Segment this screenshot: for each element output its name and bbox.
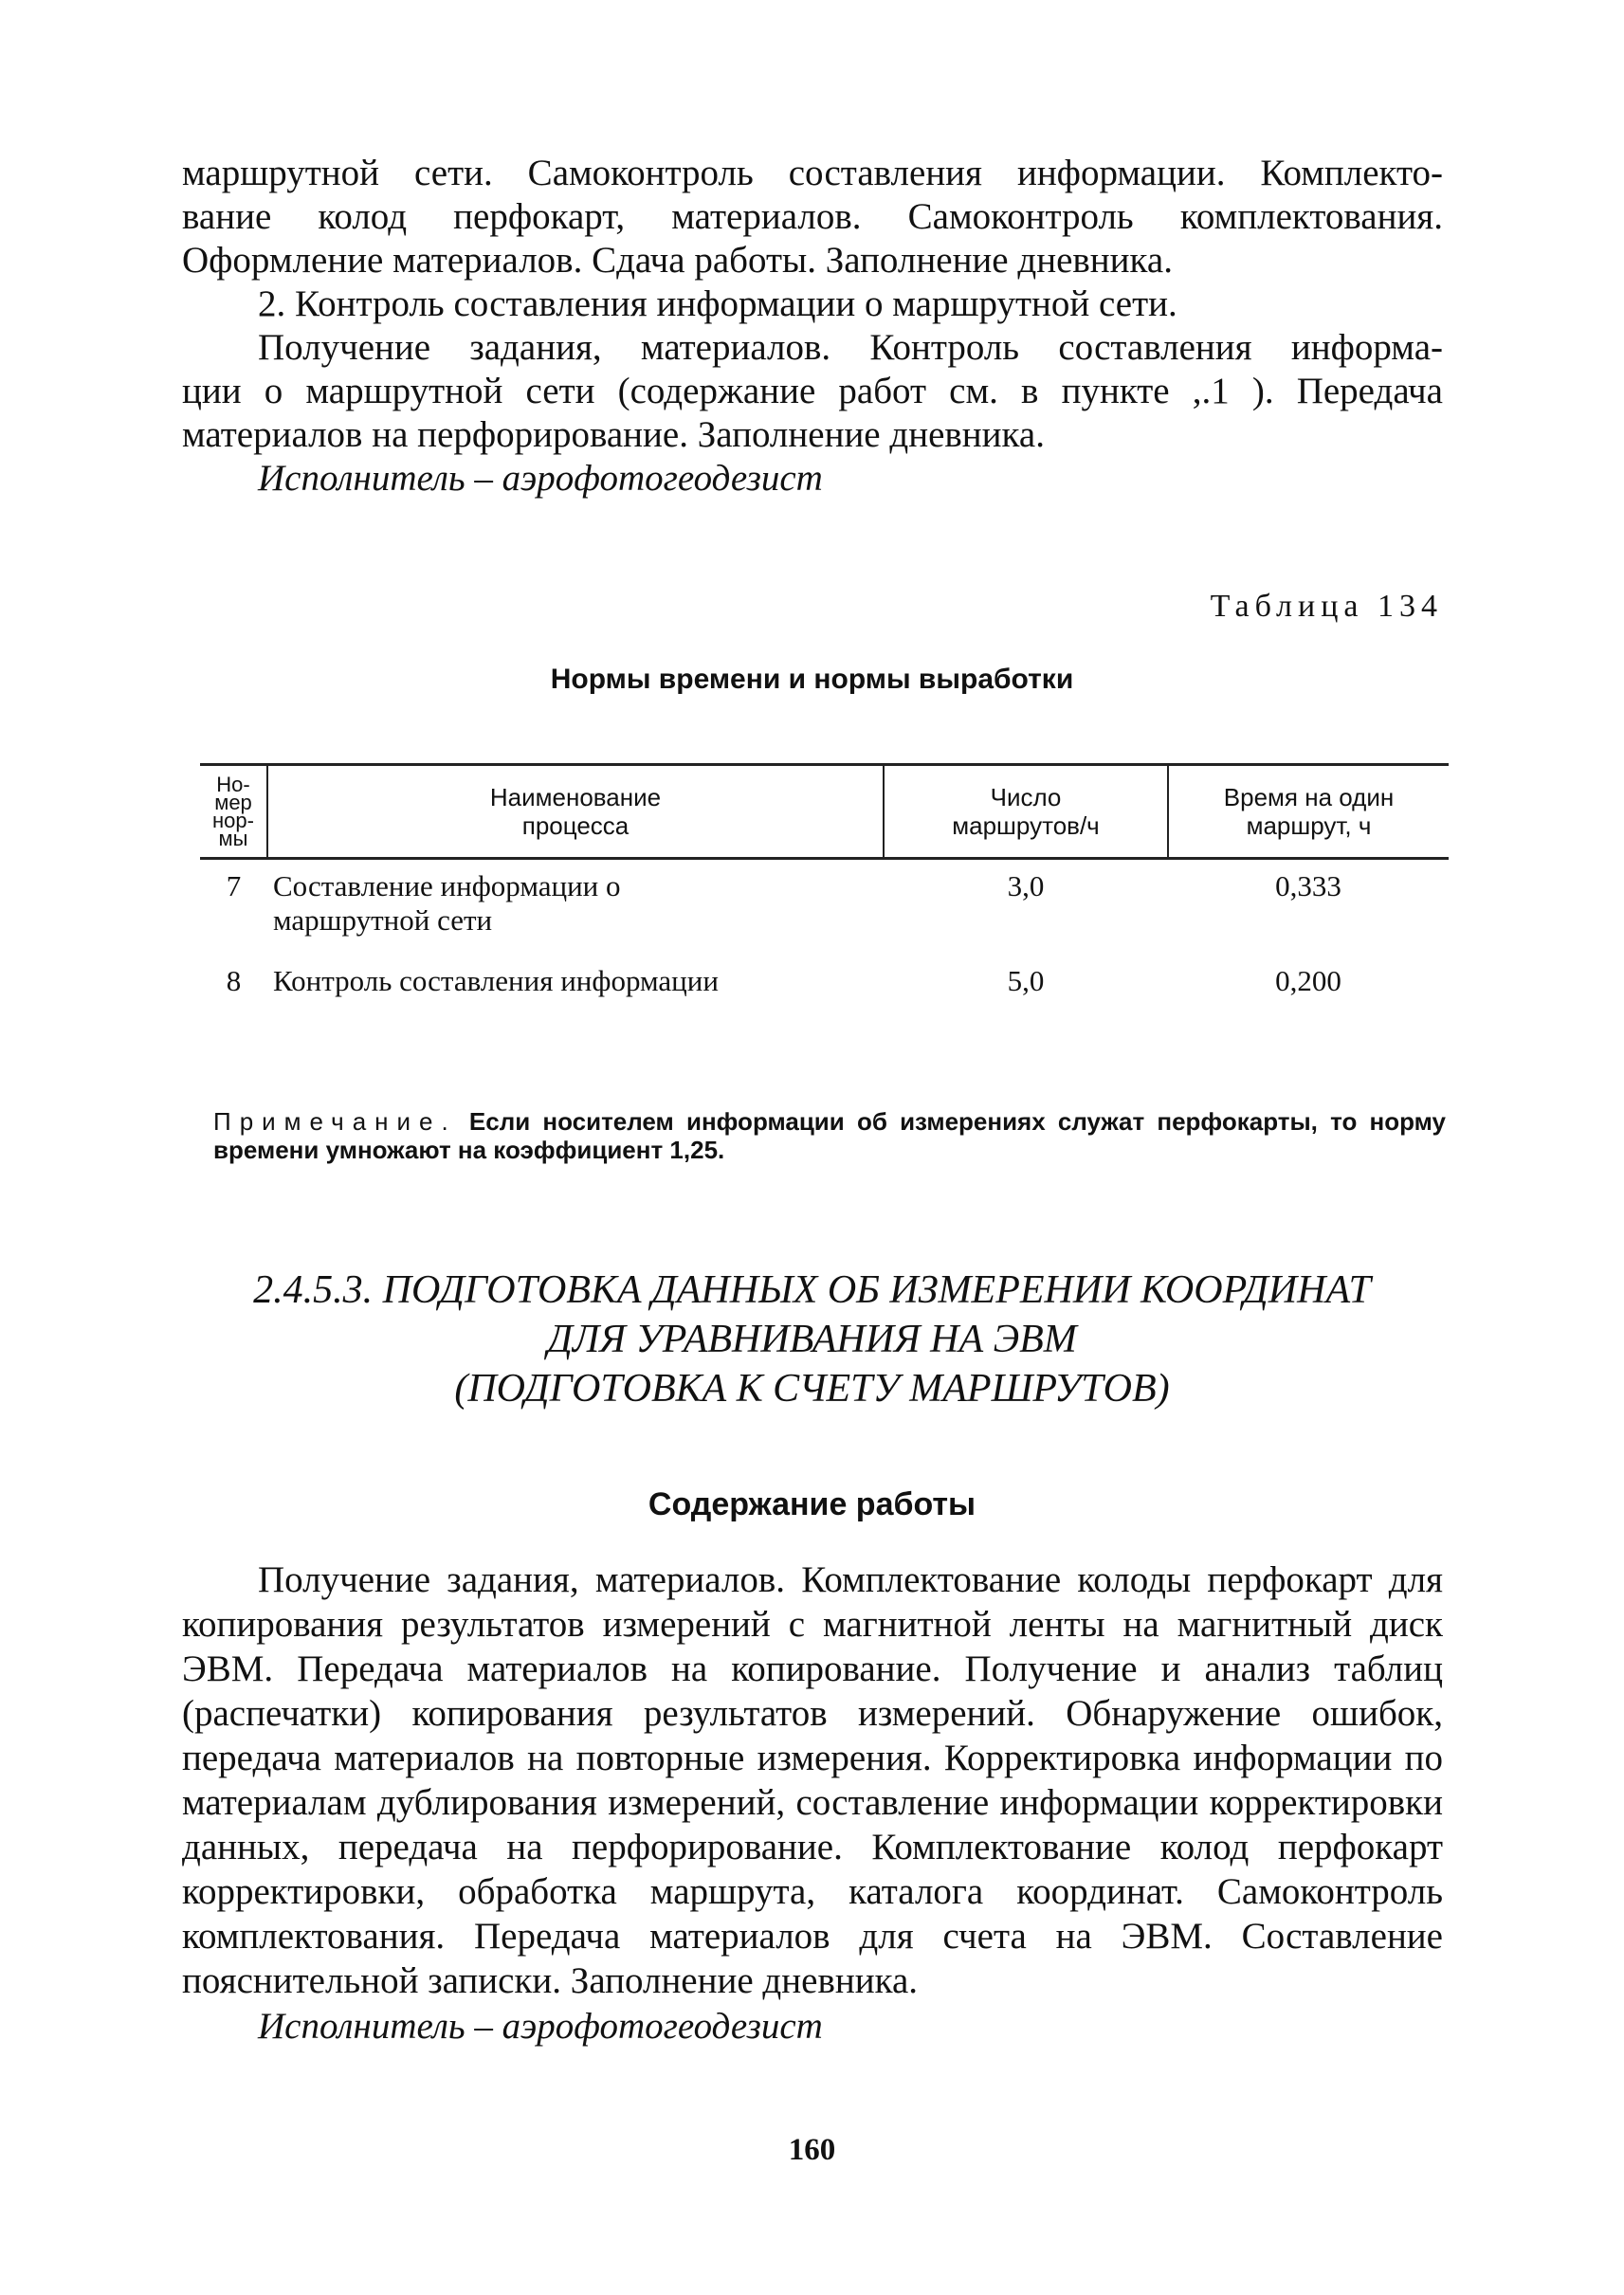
cell-process-name bbox=[267, 955, 884, 1021]
executor-line: Исполнитель – аэрофотогеодезист bbox=[258, 2006, 823, 2047]
section-heading-line: 2.4.5.3. ПОДГОТОВКА ДАННЫХ ОБ ИЗМЕРЕНИИ КООРДИНАТ bbox=[253, 1268, 1371, 1312]
paragraph-line: вание колод перфокарт, материалов. Самоконтроль комплектования. bbox=[182, 196, 1443, 237]
executor-line: Исполнитель – аэрофотогеодезист bbox=[258, 458, 823, 499]
norms-table bbox=[200, 763, 1449, 1021]
header-line: маршрут, ч bbox=[1246, 811, 1372, 840]
table-row bbox=[200, 859, 1449, 956]
table-header-row bbox=[200, 765, 1449, 859]
note-text: Если носителем информации об измерениях служат перфокарты, то норму времени умножают на коэффициент 1,25. bbox=[213, 1107, 1446, 1164]
header-line: процесса bbox=[521, 811, 630, 840]
section-heading bbox=[0, 1266, 1624, 1413]
paragraph-item-2: 2. Контроль составления информации о маршрутной сети. bbox=[258, 283, 1177, 324]
header-line: нор- bbox=[212, 809, 254, 832]
header-line: маршрутов/ч bbox=[952, 811, 1100, 840]
cell-routes-per-hour: 5,0 bbox=[1007, 964, 1045, 997]
top-text-block bbox=[182, 152, 1443, 501]
cell-routes-per-hour: 3,0 bbox=[1007, 869, 1045, 902]
table-note bbox=[213, 1107, 1446, 1164]
header-line: мы bbox=[218, 827, 248, 850]
page-number: 160 bbox=[788, 2133, 836, 2167]
section-heading-line: ДЛЯ УРАВНИВАНИЯ НА ЭВМ bbox=[547, 1318, 1077, 1361]
cell-norm-number: 7 bbox=[226, 869, 242, 902]
cell-process-name bbox=[267, 859, 884, 956]
section-body-block bbox=[182, 1557, 1443, 2049]
header-norm-number bbox=[200, 765, 267, 859]
header-process-name bbox=[267, 765, 884, 859]
paragraph-line: Получение задания, материалов. Контроль составления информа- bbox=[258, 327, 1443, 368]
cell-line: Контроль составления информации bbox=[273, 964, 719, 997]
content-title: Содержание работы bbox=[648, 1486, 976, 1522]
header-routes-per-hour bbox=[884, 765, 1168, 859]
note-label: Примечание. bbox=[213, 1107, 457, 1136]
header-line: мер bbox=[214, 791, 252, 814]
cell-time-per-route: 0,200 bbox=[1275, 964, 1341, 997]
cell-line: маршрутной сети bbox=[273, 903, 493, 937]
header-line: Наименование bbox=[489, 783, 662, 811]
header-line: Время на один bbox=[1223, 783, 1395, 811]
paragraph-line: маршрутной сети. Самоконтроль составления информации. Комплекто- bbox=[182, 153, 1443, 193]
table-row bbox=[200, 955, 1449, 1021]
paragraph-line: Оформление материалов. Сдача работы. Заполнение дневника. bbox=[182, 240, 1173, 281]
cell-time-per-route: 0,333 bbox=[1275, 869, 1341, 902]
header-line: Но- bbox=[216, 773, 250, 796]
cell-line: Составление информации о bbox=[273, 869, 621, 902]
cell-norm-number: 8 bbox=[226, 964, 242, 997]
paragraph-line: ции о маршрутной сети (содержание работ см. в пункте ,.1 ). Передача bbox=[182, 371, 1443, 411]
header-line: Число bbox=[990, 783, 1062, 811]
section-heading-line: (ПОДГОТОВКА К СЧЕТУ МАРШРУТОВ) bbox=[454, 1367, 1170, 1411]
table-title: Нормы времени и нормы выработки bbox=[550, 664, 1074, 695]
table-label: Таблица 134 bbox=[1210, 589, 1443, 624]
header-time-per-route bbox=[1168, 765, 1449, 859]
paragraph-line: материалов на перфорирование. Заполнение дневника. bbox=[182, 414, 1045, 455]
section-body-paragraph: Получение задания, материалов. Комплектование колоды перфокарт для копирования результатов измерений с магнитной ленты на магнитный диск ЭВМ. Передача материалов на копирование. Получение и анализ таблиц (распечатки) копирования результатов измерений. Обнаружение ошибок, передача материалов на повторные измерения. Корректировка информации по материалам дублирования измерений, составление информации корректировки данных, передача на перфорирование. Комплектование колод перфокарт корректировки, обработка маршрута, каталога координат. Самоконтроль комплектования. Передача материалов для счета на ЭВМ. Составление пояснительной записки. Заполнение дневника. bbox=[182, 1559, 1443, 2001]
